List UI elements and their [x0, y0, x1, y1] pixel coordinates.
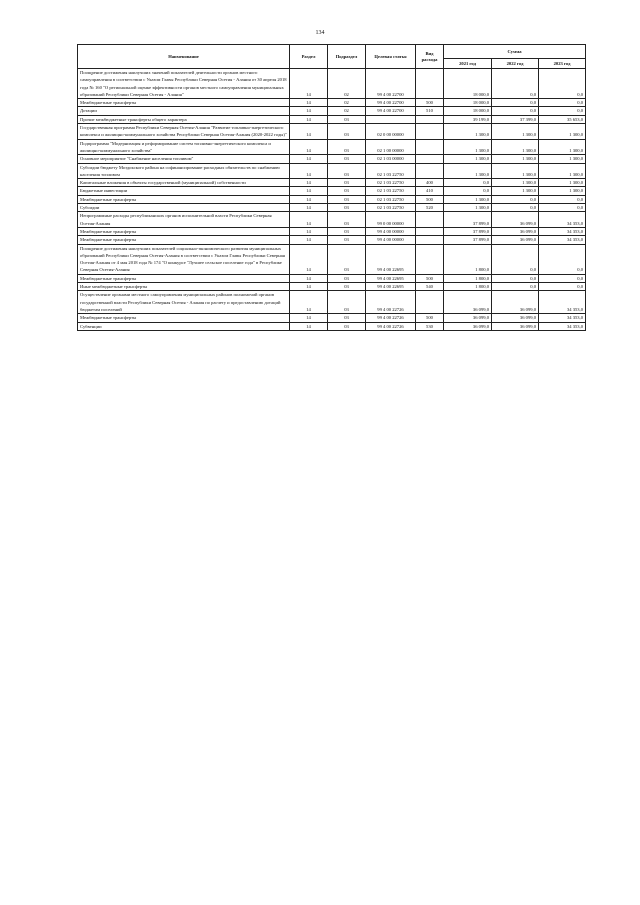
table-body [78, 69, 586, 331]
row-subsection: 03 [328, 212, 366, 228]
row-name: Непрограммные расходы республиканских органов исполнительной власти Республики Северная Осетия-Алания [78, 212, 290, 228]
row-section: 14 [290, 244, 328, 274]
row-name: Поощрение достижения наилучших значений показателей деятельности органов местного самоуправления в соответствии с Указом Главы Республики Северная Осетия - Алания от 30 апреля 2018 года № 160 "О региональной оценке эффективности органов местного самоуправления муниципальных образований Республики Северная Осетия - Алания" [78, 69, 290, 99]
row-2022: 1 300,0 [492, 124, 539, 140]
row-target: 99 4 00 22726 [366, 322, 416, 330]
table-row [78, 107, 586, 115]
row-section: 14 [290, 195, 328, 203]
row-target: 99 4 00 00000 [366, 227, 416, 235]
row-2021: 18 000,0 [444, 99, 492, 107]
table-row [78, 322, 586, 330]
row-2023: 1 300,0 [539, 124, 586, 140]
row-2023: 1 300,0 [539, 155, 586, 163]
row-2023: 0,0 [539, 107, 586, 115]
row-2021: 1 800,0 [444, 244, 492, 274]
row-subsection: 03 [328, 204, 366, 212]
page-number: 134 [315, 30, 325, 36]
row-2021: 18 000,0 [444, 69, 492, 99]
row-2023: 0,0 [539, 69, 586, 99]
row-subsection: 03 [328, 227, 366, 235]
row-name: Иные межбюджетные трансферты [78, 283, 290, 291]
row-subsection: 03 [328, 283, 366, 291]
row-section: 14 [290, 236, 328, 244]
row-2022: 0,0 [492, 195, 539, 203]
row-name: Субвенции [78, 322, 290, 330]
row-target: 99 4 00 22700 [366, 69, 416, 99]
row-section: 14 [290, 179, 328, 187]
header-2023: 2023 год [539, 59, 586, 69]
row-2022: 36 099,0 [492, 212, 539, 228]
row-expense-type [416, 69, 444, 99]
table-row [78, 227, 586, 235]
row-name: Прочие межбюджетные трансферты общего характера [78, 115, 290, 123]
row-subsection: 03 [328, 314, 366, 322]
row-2022: 1 300,0 [492, 179, 539, 187]
row-name: Межбюджетные трансферты [78, 227, 290, 235]
row-name: Основное мероприятие "Снабжение населения топливом" [78, 155, 290, 163]
table-row [78, 179, 586, 187]
row-subsection: 03 [328, 274, 366, 282]
table-row [78, 139, 586, 155]
row-2023: 34 353,0 [539, 314, 586, 322]
row-section: 14 [290, 187, 328, 195]
row-expense-type: 510 [416, 107, 444, 115]
row-subsection: 03 [328, 291, 366, 314]
header-sum: Сумма [444, 45, 586, 59]
row-subsection: 03 [328, 244, 366, 274]
row-name: Бюджетные инвестиции [78, 187, 290, 195]
row-2022: 1 300,0 [492, 139, 539, 155]
row-section: 14 [290, 227, 328, 235]
row-subsection: 02 [328, 107, 366, 115]
header-section: Раздел [290, 45, 328, 69]
row-2022: 0,0 [492, 107, 539, 115]
table-row [78, 283, 586, 291]
row-section: 14 [290, 274, 328, 282]
row-section: 14 [290, 314, 328, 322]
row-2021: 36 099,0 [444, 314, 492, 322]
row-expense-type [416, 139, 444, 155]
row-target: 99 4 00 22726 [366, 291, 416, 314]
row-name: Подпрограмма "Модернизация и реформирование систем топливно-энергетического комплекса и жилищно-коммунального хозяйства" [78, 139, 290, 155]
table-row [78, 236, 586, 244]
row-2021: 1 300,0 [444, 195, 492, 203]
row-target: 99 4 00 22695 [366, 244, 416, 274]
row-2022: 0,0 [492, 283, 539, 291]
row-target: 99 4 00 22700 [366, 107, 416, 115]
table-row [78, 314, 586, 322]
row-name: Поощрение достижения наилучших показателей социально-экономического развития муниципальных образований Республики Северная Осетия-Алания в соответствии с Указом Главы Республики Северная Осетия-Алания от 4 мая 2018 года № 174 "О конкурсе "Лучшее сельское поселение года" в Республике Северная Осетия-Алания [78, 244, 290, 274]
row-section: 14 [290, 283, 328, 291]
row-2023: 35 653,0 [539, 115, 586, 123]
table-row [78, 69, 586, 99]
row-expense-type: 520 [416, 204, 444, 212]
row-2021: 1 800,0 [444, 283, 492, 291]
row-2023: 0,0 [539, 195, 586, 203]
row-section: 14 [290, 163, 328, 179]
row-2022: 36 099,0 [492, 322, 539, 330]
row-target: 99 4 00 22726 [366, 314, 416, 322]
row-2022: 1 300,0 [492, 187, 539, 195]
row-target: 02 0 00 00000 [366, 124, 416, 140]
row-target: 02 1 03 22750 [366, 204, 416, 212]
row-target: 02 1 03 00000 [366, 155, 416, 163]
row-2022: 0,0 [492, 274, 539, 282]
row-expense-type: 500 [416, 314, 444, 322]
header-name: Наименование [78, 45, 290, 69]
row-expense-type [416, 291, 444, 314]
row-expense-type: 530 [416, 322, 444, 330]
row-target: 02 1 03 22750 [366, 179, 416, 187]
table-row [78, 204, 586, 212]
row-target: 99 4 00 22700 [366, 99, 416, 107]
row-section: 14 [290, 107, 328, 115]
row-subsection: 03 [328, 124, 366, 140]
row-2023: 0,0 [539, 274, 586, 282]
row-2022: 37 399,0 [492, 115, 539, 123]
row-target: 02 1 03 22750 [366, 195, 416, 203]
row-2023: 1 300,0 [539, 187, 586, 195]
row-2021: 37 899,0 [444, 227, 492, 235]
row-name: Капитальные вложения в объекты государственной (муниципальной) собственности [78, 179, 290, 187]
row-2022: 0,0 [492, 244, 539, 274]
row-expense-type [416, 115, 444, 123]
row-2023: 0,0 [539, 204, 586, 212]
header-2022: 2022 год [492, 59, 539, 69]
row-expense-type [416, 163, 444, 179]
row-name: Межбюджетные трансферты [78, 195, 290, 203]
header-2021: 2021 год [444, 59, 492, 69]
row-2021: 37 899,0 [444, 236, 492, 244]
row-expense-type [416, 227, 444, 235]
row-subsection: 03 [328, 115, 366, 123]
row-subsection: 03 [328, 236, 366, 244]
row-2022: 0,0 [492, 69, 539, 99]
table-row [78, 291, 586, 314]
row-2021: 37 899,0 [444, 212, 492, 228]
row-2022: 36 099,0 [492, 227, 539, 235]
row-2021: 36 099,0 [444, 322, 492, 330]
row-subsection: 03 [328, 179, 366, 187]
row-2023: 34 353,0 [539, 212, 586, 228]
row-expense-type: 540 [416, 283, 444, 291]
row-2023: 34 353,0 [539, 322, 586, 330]
table-row [78, 115, 586, 123]
header-target: Целевая статья [366, 45, 416, 69]
table-row [78, 124, 586, 140]
header-subsection: Подраздел [328, 45, 366, 69]
row-section: 14 [290, 69, 328, 99]
row-name: Межбюджетные трансферты [78, 236, 290, 244]
table-row [78, 187, 586, 195]
row-expense-type [416, 124, 444, 140]
row-2023: 0,0 [539, 244, 586, 274]
row-subsection: 03 [328, 155, 366, 163]
row-section: 14 [290, 115, 328, 123]
table-row [78, 155, 586, 163]
row-2023: 0,0 [539, 99, 586, 107]
row-expense-type: 410 [416, 187, 444, 195]
row-subsection: 03 [328, 195, 366, 203]
row-section: 14 [290, 124, 328, 140]
row-2021: 1 300,0 [444, 163, 492, 179]
row-2021: 18 000,0 [444, 107, 492, 115]
row-2022: 0,0 [492, 99, 539, 107]
row-expense-type [416, 236, 444, 244]
row-2022: 1 300,0 [492, 163, 539, 179]
budget-table [77, 44, 586, 331]
row-2021: 39 199,0 [444, 115, 492, 123]
row-expense-type: 500 [416, 274, 444, 282]
row-2021: 1 300,0 [444, 139, 492, 155]
row-2022: 0,0 [492, 204, 539, 212]
row-expense-type [416, 244, 444, 274]
row-2022: 36 099,0 [492, 291, 539, 314]
row-2023: 34 353,0 [539, 236, 586, 244]
row-section: 14 [290, 291, 328, 314]
row-2021: 1 300,0 [444, 155, 492, 163]
row-name: Осуществление органами местного самоуправления муниципальных районов полномочий органов государственной власти Республики Северная Осетия - Алания по расчету и предоставлению дотаций бюджетам поселений [78, 291, 290, 314]
row-name: Межбюджетные трансферты [78, 274, 290, 282]
table-row [78, 244, 586, 274]
row-name: Межбюджетные трансферты [78, 314, 290, 322]
row-name: Субсидии бюджету Моздокского района на софинансирование расходных обязательств по снабжению населения топливом [78, 163, 290, 179]
row-name: Межбюджетные трансферты [78, 99, 290, 107]
row-2021: 1 800,0 [444, 274, 492, 282]
row-name: Государственная программа Республики Северная Осетия-Алания "Развитие топливно-энергетического комплекса и жилищно-коммунального хозяйства Республики Северная Осетия-Алания (2020-2022 годы)" [78, 124, 290, 140]
row-2021: 1 300,0 [444, 124, 492, 140]
row-name: Дотации [78, 107, 290, 115]
row-target: 99 4 00 00000 [366, 236, 416, 244]
table-row [78, 274, 586, 282]
table-row [78, 163, 586, 179]
row-target: 99 4 00 22695 [366, 274, 416, 282]
row-2022: 1 300,0 [492, 155, 539, 163]
row-target: 99 0 00 00000 [366, 212, 416, 228]
row-target: 02 1 03 22750 [366, 187, 416, 195]
row-target: 02 1 03 22750 [366, 163, 416, 179]
row-subsection: 03 [328, 322, 366, 330]
row-2021: 1 300,0 [444, 204, 492, 212]
row-2021: 0,0 [444, 187, 492, 195]
row-expense-type: 500 [416, 195, 444, 203]
row-section: 14 [290, 155, 328, 163]
header-expense-type: Вид расхода [416, 45, 444, 69]
row-2023: 0,0 [539, 283, 586, 291]
row-expense-type [416, 155, 444, 163]
row-section: 14 [290, 99, 328, 107]
table-row [78, 99, 586, 107]
row-2022: 36 099,0 [492, 236, 539, 244]
row-expense-type: 500 [416, 99, 444, 107]
table-row [78, 212, 586, 228]
row-subsection: 03 [328, 163, 366, 179]
table-row [78, 195, 586, 203]
row-subsection: 03 [328, 187, 366, 195]
row-target [366, 115, 416, 123]
row-subsection: 02 [328, 69, 366, 99]
row-subsection: 03 [328, 139, 366, 155]
row-target: 99 4 00 22695 [366, 283, 416, 291]
row-section: 14 [290, 139, 328, 155]
row-2023: 34 353,0 [539, 291, 586, 314]
row-expense-type: 400 [416, 179, 444, 187]
row-expense-type [416, 212, 444, 228]
row-2023: 34 353,0 [539, 227, 586, 235]
row-section: 14 [290, 322, 328, 330]
row-2023: 1 300,0 [539, 139, 586, 155]
row-2021: 36 099,0 [444, 291, 492, 314]
row-2021: 0,0 [444, 179, 492, 187]
row-target: 02 1 00 00000 [366, 139, 416, 155]
row-2023: 1 300,0 [539, 179, 586, 187]
row-name: Субсидии [78, 204, 290, 212]
row-section: 14 [290, 212, 328, 228]
row-section: 14 [290, 204, 328, 212]
row-2022: 36 099,0 [492, 314, 539, 322]
row-subsection: 02 [328, 99, 366, 107]
row-2023: 1 300,0 [539, 163, 586, 179]
